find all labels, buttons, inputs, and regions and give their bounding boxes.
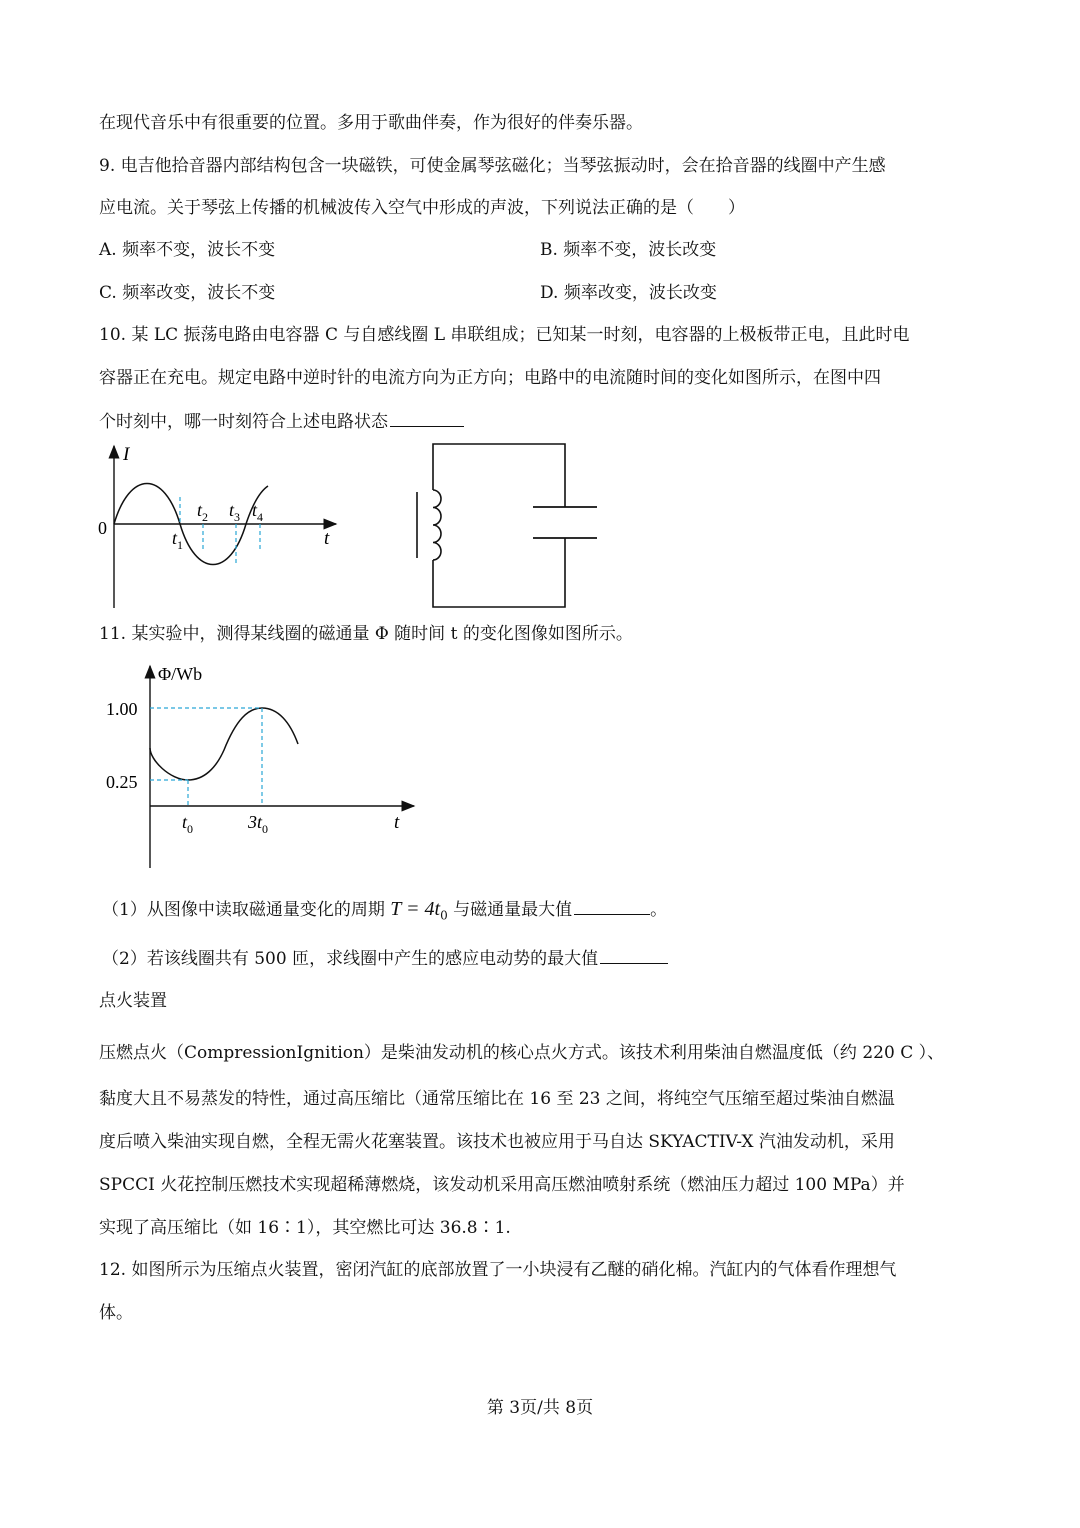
q9-option-b: B. 频率不变，波长改变	[540, 240, 717, 260]
question-9-line-1: 9. 电吉他拾音器内部结构包含一块磁铁，可使金属琴弦磁化；当琴弦振动时，会在拾音器的线圈中产生感	[99, 156, 886, 176]
x-tick-t0: $t_0$	[182, 812, 194, 836]
y-tick-min: 0.25	[106, 772, 138, 792]
t2-label: $t_2$	[197, 500, 209, 524]
origin-label: 0	[98, 518, 107, 538]
question-12-line-2: 体。	[99, 1303, 133, 1323]
flux-curve	[150, 708, 298, 780]
question-9-line-2: 应电流。关于琴弦上传播的机械波传入空气中形成的声波，下列说法正确的是（ ）	[99, 198, 745, 218]
answer-blank-q11-2	[600, 945, 668, 964]
part-2-text: （2）若该线圈共有 500 匝，求线圈中产生的感应电动势的最大值	[102, 949, 599, 969]
answer-blank-q10	[390, 408, 464, 427]
part-1-end: 。	[650, 900, 668, 920]
part-1-text-b: 与磁通量最大值	[447, 900, 573, 920]
x-axis-label: t	[324, 528, 330, 549]
paragraph-line-2: 黏度大且不易蒸发的特性，通过高压缩比（通常压缩比在 16 至 23 之间，将纯空气压缩至超过柴油自燃温	[99, 1089, 895, 1109]
paragraph-line-3: 度后喷入柴油实现自燃，全程无需火花塞装置。该技术也被应用于马自达 SKYACTIV-X 汽油发动机，采用	[99, 1132, 895, 1152]
t1-label: $t_1$	[172, 528, 184, 552]
paragraph-line-1: 压燃点火（CompressionIgnition）是柴油发动机的核心点火方式。该技术利用柴油自燃温度低（约 220 C ）、	[99, 1043, 945, 1063]
paragraph-line-4: SPCCI 火花控制压燃技术实现超稀薄燃烧，该发动机采用高压燃油喷射系统（燃油压力超过 100 MPa）并	[99, 1175, 905, 1195]
section-heading: 点火装置	[99, 991, 167, 1011]
question-10-line-1: 10. 某 LC 振荡电路由电容器 C 与自感线圈 L 串联组成；已知某一时刻，电容器的上极板带正电，且此时电	[99, 325, 910, 345]
question-12-line-1: 12. 如图所示为压缩点火装置，密闭汽缸的底部放置了一小块浸有乙醚的硝化棉。汽缸内的气体看作理想气	[99, 1260, 897, 1280]
y-tick-max: 1.00	[106, 699, 138, 719]
x-tick-3t0: $3t_0$	[248, 812, 269, 836]
flux-time-graph	[100, 660, 420, 875]
question-10-line-2: 容器正在充电。规定电路中逆时针的电流方向为正方向；电路中的电流随时间的变化如图所示，在图中四	[99, 368, 881, 388]
question-10-text: 个时刻中，哪一时刻符合上述电路状态	[99, 412, 388, 432]
inductor-coil	[433, 490, 441, 560]
y-axis-label: I	[123, 444, 130, 465]
q9-option-c: C. 频率改变，波长不变	[99, 283, 276, 303]
answer-blank-q11-1	[574, 896, 650, 915]
question-10-line-3	[99, 408, 464, 434]
t3-label: $t_3$	[229, 500, 241, 524]
question-11-line: 11. 某实验中，测得某线圈的磁通量 Φ 随时间 t 的变化图像如图所示。	[99, 624, 633, 644]
question-11-part-1	[102, 896, 667, 927]
lc-circuit-diagram	[405, 440, 605, 612]
period-formula: T = 4t	[390, 898, 441, 920]
q9-option-a: A. 频率不变，波长不变	[99, 240, 276, 260]
part-1-text-a: （1）从图像中读取磁通量变化的周期	[102, 900, 391, 920]
q9-option-d: D. 频率改变，波长改变	[540, 283, 717, 303]
question-11-part-2	[102, 945, 668, 971]
circuit-wire-top-left	[433, 444, 565, 507]
circuit-wire-bottom	[433, 538, 565, 607]
y-axis-label: Φ/Wb	[158, 664, 203, 684]
current-time-graph	[90, 440, 350, 620]
formula-subscript: 0	[440, 908, 448, 923]
x-axis-label: t	[394, 812, 400, 833]
text-line-1: 在现代音乐中有很重要的位置。多用于歌曲伴奏，作为很好的伴奏乐器。	[99, 113, 643, 133]
paragraph-line-5: 实现了高压缩比（如 16∶1），其空燃比可达 36.8∶1.	[99, 1218, 511, 1238]
page-footer: 第 3页/共 8页	[486, 1398, 594, 1418]
t4-label: $t_4$	[252, 500, 264, 524]
